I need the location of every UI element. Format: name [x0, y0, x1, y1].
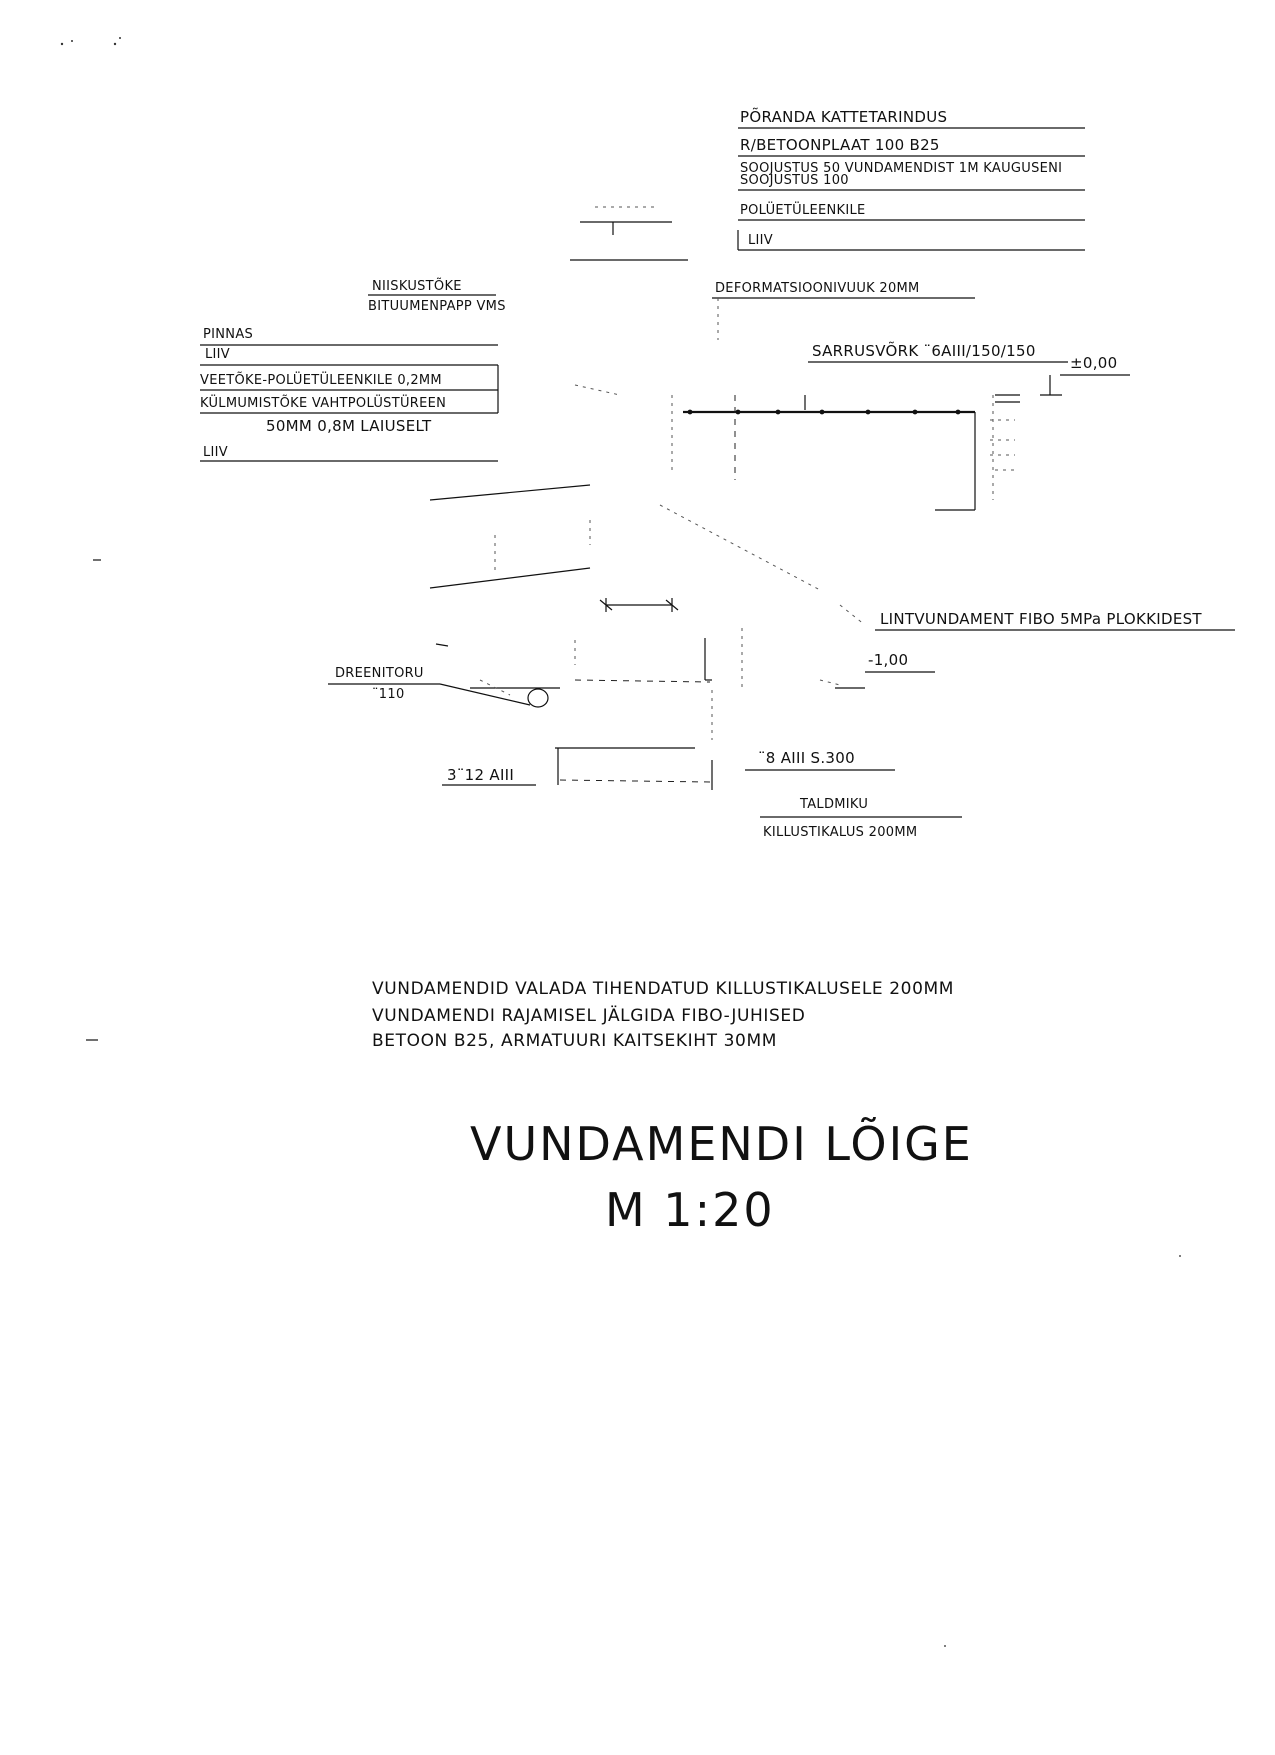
- moisture-barrier-callout: [368, 278, 506, 314]
- footing-callout: [760, 797, 962, 840]
- floor-slab: [575, 385, 1020, 510]
- floor-layer-5: LIIV: [748, 233, 774, 248]
- strip-foundation-label: LINTVUNDAMENT FIBO 5MPa PLOKKIDEST: [880, 610, 1202, 628]
- floor-layer-3: SOOJUSTUS 100: [740, 173, 849, 188]
- moisture-label-2: BITUUMENPAPP VMS: [368, 299, 506, 314]
- level-bottom-label: -1,00: [868, 651, 909, 669]
- footing-label-2: KILLUSTIKALUS 200MM: [763, 825, 918, 840]
- rebar-long-label: 3¨12 AIII: [447, 766, 515, 784]
- deformation-label: DEFORMATSIOONIVUUK 20MM: [715, 281, 920, 296]
- title-block: [470, 1117, 973, 1237]
- wall-layer-2: LIIV: [205, 347, 231, 362]
- foundation-block: [555, 598, 742, 790]
- rebar-callouts: [442, 749, 895, 785]
- wall-layer-4: KÜLMUMISTÕKE VAHTPOLÜSTÜREEN: [200, 396, 447, 411]
- general-notes: [372, 979, 954, 1051]
- floor-leader-stubs: [570, 207, 688, 260]
- floor-heading: PÕRANDA KATTETARINDUS: [740, 108, 948, 126]
- deformation-joint-callout: [712, 281, 975, 340]
- scan-specks: [61, 37, 1181, 1647]
- drain-pipe-callout: [328, 644, 560, 707]
- wall-layers-callout: [200, 327, 498, 461]
- strip-foundation-callout: [820, 610, 1235, 688]
- drawing-title: VUNDAMENDI LÕIGE: [470, 1117, 973, 1171]
- footing-label-1: TALDMIKU: [800, 797, 869, 812]
- drain-label-1: DREENITORU: [335, 666, 424, 681]
- rebar-mesh-label: SARRUSVÕRK ¨6AIII/150/150: [812, 342, 1036, 360]
- rebar-stirrup-label: ¨8 AIII S.300: [758, 749, 855, 767]
- floor-layer-4: POLÜETÜLEENKILE: [740, 203, 866, 218]
- note-2: VUNDAMENDI RAJAMISEL JÄLGIDA FIBO-JUHISED: [372, 1006, 806, 1026]
- floor-layers-callout: [738, 107, 1085, 250]
- rebar-mesh-callout: [808, 341, 1130, 395]
- floor-layer-1: R/BETOONPLAAT 100 B25: [740, 136, 940, 154]
- moisture-label-1: NIISKUSTÕKE: [372, 279, 462, 294]
- note-3: BETOON B25, ARMATUURI KAITSEKIHT 30MM: [372, 1031, 777, 1051]
- wall-layer-1: PINNAS: [203, 327, 254, 342]
- drain-label-2: ¨110: [372, 687, 405, 702]
- drain-pipe: [528, 689, 548, 707]
- wall-layer-5: 50MM 0,8M LAIUSELT: [266, 417, 432, 435]
- level-top-label: ±0,00: [1070, 354, 1118, 372]
- floor-layer-2: SOOJUSTUS 50 VUNDAMENDIST 1M KAUGUSENI: [740, 161, 1063, 176]
- ground-lines: [430, 485, 865, 625]
- wall-layer-3: VEETÕKE-POLÜETÜLEENKILE 0,2MM: [200, 373, 442, 388]
- drawing-scale: M 1:20: [605, 1183, 775, 1237]
- note-1: VUNDAMENDID VALADA TIHENDATUD KILLUSTIKALUSELE 200MM: [372, 979, 955, 999]
- wall-layer-6: LIIV: [203, 445, 229, 460]
